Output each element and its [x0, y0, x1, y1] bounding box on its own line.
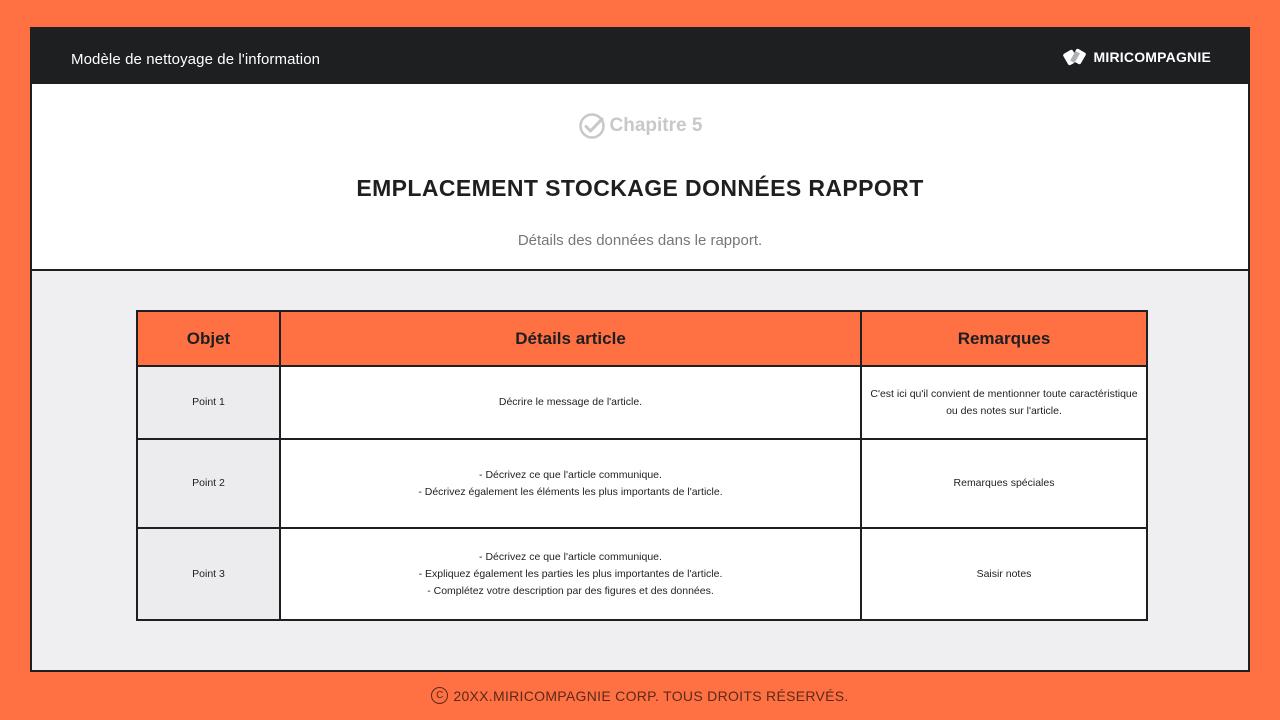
document-title: Modèle de nettoyage de l'information — [71, 51, 321, 68]
remarks-cell — [861, 439, 1147, 528]
brand — [1063, 48, 1211, 66]
brand-name: MIRICOMPAGNIE — [1093, 49, 1211, 65]
details-line: - Expliquez également les parties les plus importantes de l'article. — [418, 567, 723, 580]
table-row — [137, 366, 1147, 439]
details-cell — [280, 528, 861, 620]
object-cell: Point 2 — [137, 439, 280, 528]
page-title: EMPLACEMENT STOCKAGE DONNÉES RAPPORT — [356, 175, 924, 201]
table-header-row — [137, 311, 1147, 366]
details-line: - Décrivez également les éléments les plus importants de l'article. — [418, 485, 723, 498]
details-line: - Décrivez ce que l'article communique. — [479, 550, 662, 563]
chapter-text: Chapitre 5 — [609, 115, 703, 136]
column-header-object: Objet — [137, 311, 280, 366]
object-cell: Point 1 — [137, 366, 280, 439]
details-line: - Complétez votre description par des figures et des données. — [427, 584, 714, 597]
table-row — [137, 528, 1147, 620]
slide-frame — [30, 27, 1250, 672]
page-subtitle: Détails des données dans le rapport. — [517, 232, 763, 249]
footer-text: 20XX.MIRICOMPAGNIE CORP. TOUS DROITS RÉSERVÉS. — [453, 687, 849, 704]
details-cell — [280, 366, 861, 439]
details-line: Décrire le message de l'article. — [498, 396, 643, 408]
header-panel — [32, 84, 1248, 271]
remarks-line: Saisir notes — [976, 567, 1032, 580]
chapter-label — [32, 112, 1248, 140]
top-bar — [32, 29, 1248, 84]
details-cell — [280, 439, 861, 528]
table-row — [137, 439, 1147, 528]
copyright-icon: C — [431, 687, 448, 704]
cards-logo-icon — [1063, 48, 1087, 66]
column-header-remarks: Remarques — [861, 311, 1147, 366]
remarks-cell — [861, 528, 1147, 620]
column-header-details: Détails article — [280, 311, 861, 366]
remarks-line: C'est ici qu'il convient de mentionner toute caractéristique — [870, 387, 1138, 400]
object-cell: Point 3 — [137, 528, 280, 620]
check-circle-icon — [578, 112, 606, 140]
remarks-line: Remarques spéciales — [953, 477, 1055, 489]
remarks-line: ou des notes sur l'article. — [946, 404, 1062, 417]
details-line: - Décrivez ce que l'article communique. — [479, 468, 662, 481]
footer — [0, 687, 1280, 704]
data-table — [136, 310, 1148, 621]
remarks-cell — [861, 366, 1147, 439]
